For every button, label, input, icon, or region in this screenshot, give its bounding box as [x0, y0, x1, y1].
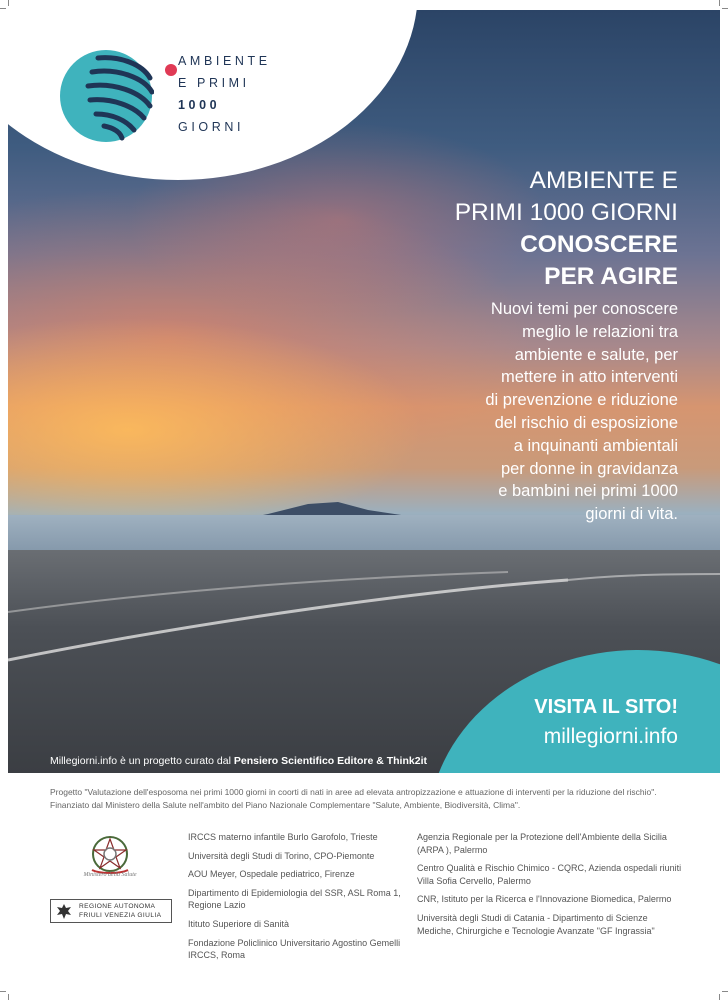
crop-mark [719, 994, 720, 1000]
partner-entry: IRCCS materno infantile Burlo Garofolo, Trieste [188, 832, 378, 842]
headline-line: PER AGIRE [544, 263, 678, 290]
logo-text-line: AMBIENTE [178, 54, 271, 68]
paragraph-line: per donne in gravidanza [500, 459, 678, 478]
paragraph-line: giorni di vita. [585, 505, 678, 524]
paragraph-line: e bambini nei primi 1000 [498, 482, 678, 501]
partner-entry: AOU Meyer, Ospedale pediatrico, Firenze [188, 869, 355, 880]
paragraph-line: a inquinanti ambientali [513, 436, 678, 455]
partner-entry: Dipartimento di Epidemiologia del SSR, ASL Roma 1, Regione Lazio [188, 887, 401, 911]
cta-title: VISITA IL SITO! [534, 696, 678, 718]
paragraph-line: del rischio di esposizione [494, 413, 678, 432]
italian-republic-emblem-icon [80, 830, 140, 888]
partners-list-right [417, 831, 682, 943]
logo-text-line: 1000 [178, 98, 221, 112]
region-logo [50, 899, 172, 923]
paragraph-line: Nuovi temi per conoscere [490, 300, 678, 318]
paragraph-line: mettere in atto interventi [500, 368, 678, 387]
credit-prefix: Millegiorni.info è un progetto curato dal [50, 755, 234, 767]
crop-mark [8, 994, 9, 1000]
hero-poster [8, 10, 720, 773]
paragraph-line: di prevenzione e riduzione [485, 391, 678, 410]
logo-text-line: GIORNI [178, 120, 245, 134]
crop-mark [0, 991, 6, 992]
globe-logo-icon [58, 48, 154, 144]
headline-line: CONOSCERE [520, 231, 678, 258]
logo-dot [165, 64, 177, 76]
paragraph-line: meglio le relazioni tra [522, 322, 678, 341]
eagle-icon [55, 903, 73, 920]
logo-text-line: E PRIMI [178, 76, 250, 90]
website-link[interactable]: millegiorni.info [543, 725, 678, 748]
headline-line: AMBIENTE E [529, 167, 678, 194]
partner-entry: CNR, Istituto per la Ricerca e l'Innovazione Biomedica, Palermo [417, 894, 672, 905]
region-logo-line: REGIONE AUTONOMA [79, 903, 156, 910]
credit-line [50, 755, 427, 767]
project-description: Progetto "Valutazione dell'esposoma nei primi 1000 giorni in coorti di nati in aree ad elevata antropizzazione e attuazione di interventi per la riduzione del rischio". Finanziato dal Ministero della Salute nell'ambito del Piano Nazionale Complementare "Salute, Ambiente, Biodiversità, Clima". [50, 787, 657, 810]
paragraph-line: ambiente e salute, per [514, 345, 678, 364]
region-logo-line: FRIULI VENEZIA GIULIA [79, 912, 162, 919]
partner-entry: Università degli Studi di Catania - Dipartimento di Scienze Mediche, Chirurgiche e Tecnologie Avanzate "GF Ingrassia" [417, 912, 655, 936]
crop-mark [0, 8, 6, 9]
partner-entry: Centro Qualità e Rischio Chimico - CQRC, Azienda ospedali riuniti Villa Sofia Cervello, Palermo [417, 863, 682, 886]
partners-list-left [188, 831, 403, 968]
crop-mark [719, 0, 720, 6]
crop-mark [722, 8, 728, 9]
intro-paragraph [378, 298, 678, 526]
crop-mark [8, 0, 9, 6]
partner-entry: Agenzia Regionale per la Protezione dell'Ambiente della Sicilia (ARPA ), Palermo [417, 832, 667, 855]
crop-mark [722, 991, 728, 992]
ministry-label: Ministero della Salute [83, 872, 137, 878]
partner-entry: Fondazione Policlinico Universitario Agostino Gemelli IRCCS, Roma [188, 937, 401, 961]
credit-publisher: Pensiero Scientifico Editore & Think2it [233, 755, 427, 767]
partner-entry: Itituto Superiore di Sanità [188, 918, 290, 929]
headline [455, 165, 678, 293]
headline-line: PRIMI 1000 GIORNI [454, 199, 678, 226]
partner-entry: Università degli Studi di Torino, CPO-Piemonte [188, 850, 375, 861]
